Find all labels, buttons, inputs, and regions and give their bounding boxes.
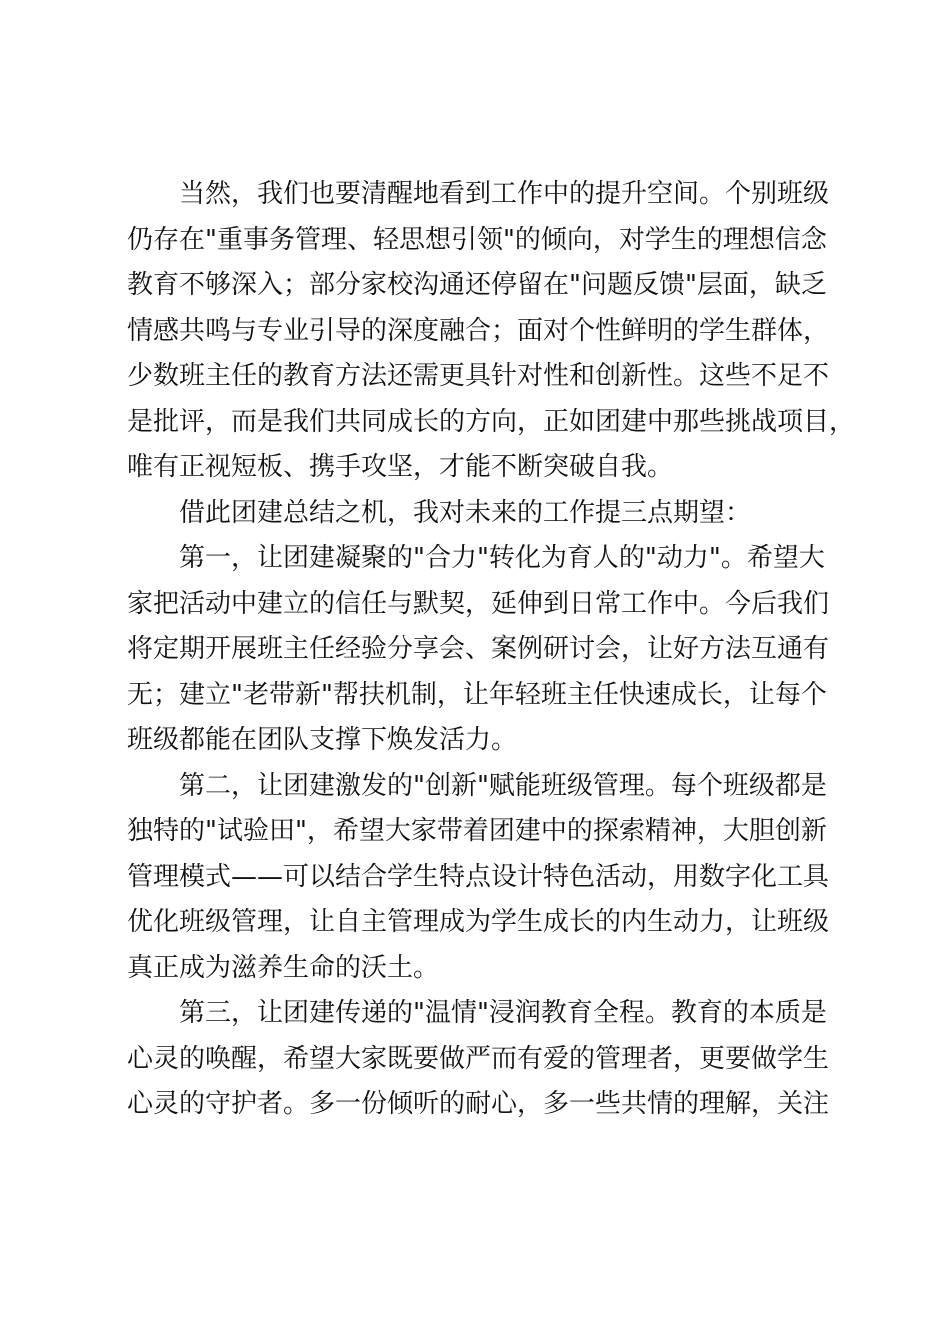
text-line: 借此团建总结之机，我对未来的工作提三点期望： [179,497,752,528]
text-line: 班级都能在团队支撑下焕发活力。 [127,725,518,755]
paragraph-improvement [127,172,867,491]
text-line: 第一，让团建凝聚的"合力"转化为育人的"动力"。希望大 [179,543,825,573]
text-line: 第二，让团建激发的"创新"赋能班级管理。每个班级都是 [179,770,827,801]
text-line: 无；建立"老带新"帮扶机制，让年轻班主任快速成长，让每个 [127,679,827,710]
text-line: 是批评，而是我们共同成长的方向，正如团建中那些挑战项目， [127,406,856,437]
text-line: 优化班级管理，让自主管理成为学生成长的内生动力，让班级 [127,907,830,937]
text-line: 真正成为滋养生命的沃土。 [127,952,440,983]
text-line: 心灵的唤醒，希望大家既要做严而有爱的管理者，更要做学生 [127,1043,830,1074]
text-line: 教育不够深入；部分家校沟通还停留在"问题反馈"层面，缺乏 [127,270,827,300]
text-line: 情感共鸣与专业引导的深度融合；面对个性鲜明的学生群体， [127,315,830,346]
paragraph-expectation-third [127,991,867,1128]
text-line: 管理模式——可以结合学生特点设计特色活动，用数字化工具 [127,861,830,892]
text-line: 仍存在"重事务管理、轻思想引领"的倾向，对学生的理想信念 [127,224,827,255]
text-line: 唯有正视短板、携手攻坚，才能不断突破自我。 [127,452,674,482]
text-line: 独特的"试验田"，希望大家带着团建中的探索精神，大胆创新 [127,816,827,846]
text-line: 心灵的守护者。多一份倾听的耐心，多一些共情的理解，关注 [127,1089,830,1119]
paragraph-expectation-second [127,764,867,992]
text-line: 将定期开展班主任经验分享会、案例研讨会，让好方法互通有 [127,634,830,664]
paragraph-expectation-first [127,536,867,764]
text-line: 少数班主任的教育方法还需更具针对性和创新性。这些不足不 [127,361,830,391]
text-line: 当然，我们也要清醒地看到工作中的提升空间。个别班级 [179,179,830,209]
text-line: 家把活动中建立的信任与默契，延伸到日常工作中。今后我们 [127,588,830,619]
text-line: 第三，让团建传递的"温情"浸润教育全程。教育的本质是 [179,998,827,1028]
document-body [127,172,867,1128]
paragraph-intro-expectations [127,491,867,537]
